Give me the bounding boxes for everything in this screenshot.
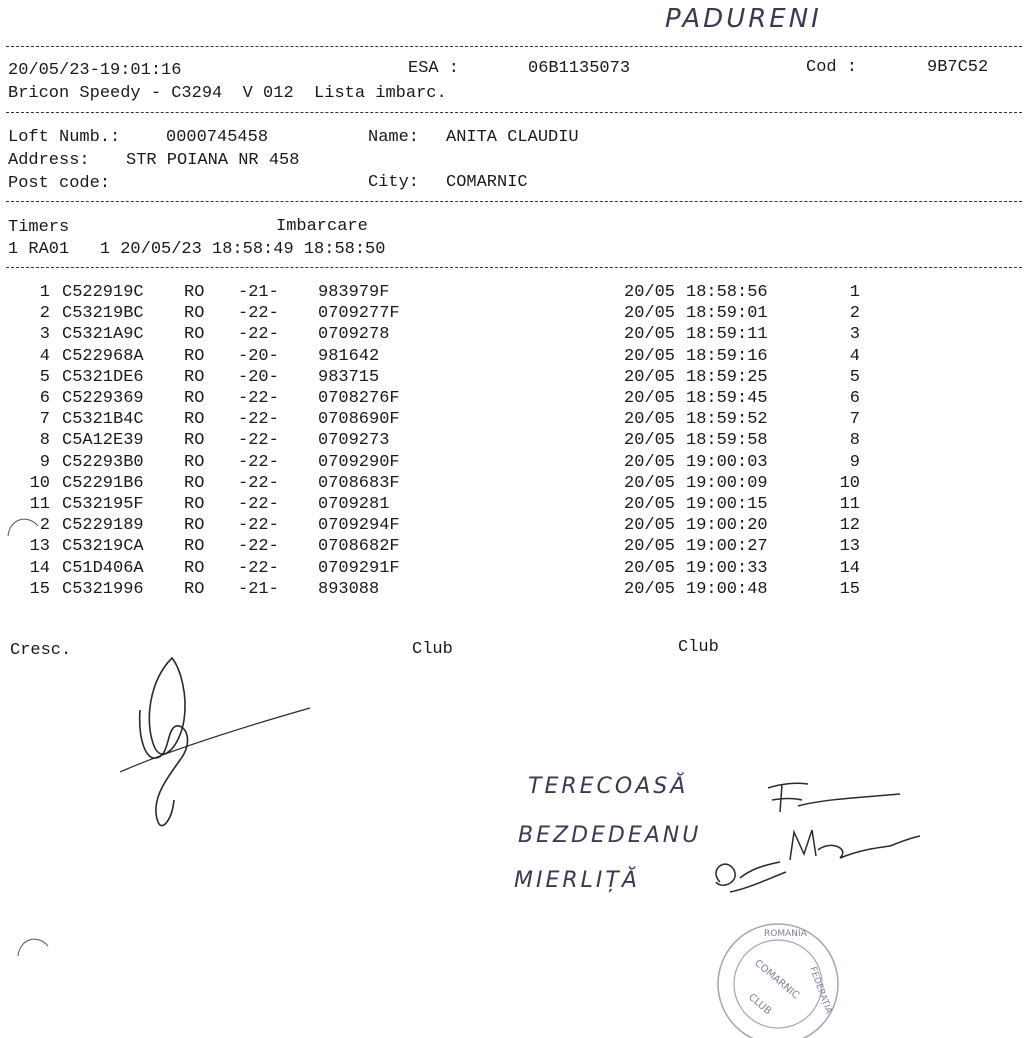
arrival-cell-ring: 983979F <box>318 283 390 302</box>
timer-line: 1 RA01 1 20/05/23 18:58:49 18:58:50 <box>8 240 386 259</box>
arrival-cell-year: -22- <box>238 389 279 408</box>
arrival-cell-chip: C532195F <box>62 495 144 514</box>
club-label-2: Club <box>678 638 719 657</box>
arrival-cell-pos: 2 <box>849 304 860 324</box>
arrival-cell-date: 20/05 <box>624 304 676 324</box>
arrival-cell-chip: C5321B4C <box>62 410 144 430</box>
arrival-cell-time: 18:59:16 <box>686 346 768 366</box>
arrival-cell-pos: 11 <box>839 495 860 514</box>
arrival-cell-ring: 0709294F <box>318 516 400 536</box>
report-datetime: 20/05/23-19:01:16 <box>8 61 182 80</box>
arrival-cell-date: 20/05 <box>624 367 676 387</box>
arrival-cell-date: 20/05 <box>624 579 676 599</box>
arrival-cell-chip: C53219CA <box>62 537 144 557</box>
cod-value: 9B7C52 <box>927 58 989 77</box>
arrival-cell-pos: 10 <box>839 473 860 493</box>
handwritten-name-3: MIERLIȚĂ <box>514 868 640 893</box>
loft-number: 0000745458 <box>166 128 269 147</box>
punch-hole-mark <box>14 930 54 960</box>
separator <box>6 267 1022 268</box>
arrival-cell-pos: 12 <box>839 516 860 536</box>
arrival-cell-time: 18:59:52 <box>686 410 768 430</box>
arrival-cell-ring: 0708276F <box>318 389 400 408</box>
arrival-cell-n: 3 <box>39 325 50 345</box>
arrival-cell-date: 20/05 <box>624 325 676 345</box>
arrival-cell-n: 2 <box>39 516 50 536</box>
handwritten-title: PADURENI <box>665 4 822 34</box>
arrival-cell-date: 20/05 <box>624 558 676 578</box>
arrival-cell-chip: C52293B0 <box>62 452 144 472</box>
arrival-cell-year: -22- <box>238 558 279 578</box>
arrival-cell-country: RO <box>184 283 205 302</box>
arrival-cell-country: RO <box>184 410 205 430</box>
arrival-cell-ring: 983715 <box>318 367 380 387</box>
arrival-cell-date: 20/05 <box>624 283 676 302</box>
cod-label: Cod : <box>806 58 858 77</box>
separator <box>6 112 1022 113</box>
arrival-cell-time: 18:59:45 <box>686 389 768 408</box>
handwritten-name-1: TERECOASĂ <box>528 774 689 799</box>
city-value: COMARNIC <box>446 173 528 192</box>
arrival-cell-ring: 0709291F <box>318 558 400 578</box>
arrival-cell-country: RO <box>184 579 205 599</box>
arrival-cell-pos: 6 <box>849 389 860 408</box>
arrival-cell-country: RO <box>184 431 205 451</box>
arrival-cell-country: RO <box>184 304 205 324</box>
arrival-cell-chip: C522968A <box>62 346 144 366</box>
arrival-cell-chip: C5229369 <box>62 389 144 408</box>
address-value: STR POIANA NR 458 <box>126 151 300 170</box>
arrival-cell-chip: C5321A9C <box>62 325 144 345</box>
signature-breeder <box>110 650 320 840</box>
arrival-cell-pos: 9 <box>849 452 860 472</box>
arrival-cell-year: -20- <box>238 346 279 366</box>
arrival-cell-pos: 7 <box>849 410 860 430</box>
stamp-text-comarnic: COMARNIC <box>752 957 802 1002</box>
arrival-cell-time: 18:58:56 <box>686 283 768 302</box>
arrival-cell-date: 20/05 <box>624 516 676 536</box>
owner-name: ANITA CLAUDIU <box>446 128 579 147</box>
arrival-cell-chip: C5A12E39 <box>62 431 144 451</box>
arrival-cell-country: RO <box>184 558 205 578</box>
arrival-cell-pos: 1 <box>849 283 860 302</box>
arrival-cell-chip: C53219BC <box>62 304 144 324</box>
arrival-cell-pos: 14 <box>839 558 860 578</box>
arrival-cell-n: 15 <box>29 579 50 599</box>
arrival-cell-country: RO <box>184 346 205 366</box>
esa-value: 06B1135073 <box>528 59 631 78</box>
arrival-cell-year: -22- <box>238 431 279 451</box>
arrival-cell-pos: 4 <box>849 346 860 366</box>
timers-heading: Timers <box>8 218 70 237</box>
arrival-cell-country: RO <box>184 516 205 536</box>
arrival-cell-time: 18:59:01 <box>686 304 768 324</box>
arrival-cell-ring: 0708683F <box>318 473 400 493</box>
arrival-cell-pos: 3 <box>849 325 860 345</box>
arrival-cell-time: 19:00:03 <box>686 452 768 472</box>
arrival-cell-country: RO <box>184 452 205 472</box>
arrival-cell-ring: 0709277F <box>318 304 400 324</box>
arrival-cell-ring: 0709281 <box>318 495 390 514</box>
arrival-cell-country: RO <box>184 367 205 387</box>
separator <box>6 46 1022 47</box>
arrival-cell-date: 20/05 <box>624 495 676 514</box>
signature-committee <box>700 770 930 910</box>
cresc-label: Cresc. <box>10 641 72 660</box>
arrival-cell-year: -22- <box>238 537 279 557</box>
arrival-cell-year: -22- <box>238 325 279 345</box>
arrival-cell-time: 19:00:33 <box>686 558 768 578</box>
arrival-cell-ring: 0708682F <box>318 537 400 557</box>
arrival-cell-chip: C52291B6 <box>62 473 144 493</box>
arrival-cell-ring: 0709273 <box>318 431 390 451</box>
arrival-cell-chip: C522919C <box>62 283 144 302</box>
arrival-cell-time: 18:59:25 <box>686 367 768 387</box>
arrival-cell-n: 5 <box>39 367 50 387</box>
arrival-cell-chip: C5321996 <box>62 579 144 599</box>
imbarcare-heading: Imbarcare <box>276 217 368 236</box>
arrival-cell-date: 20/05 <box>624 389 676 408</box>
arrival-cell-n: 1 <box>39 283 50 302</box>
arrival-cell-pos: 13 <box>839 537 860 557</box>
arrival-cell-time: 18:59:58 <box>686 431 768 451</box>
arrival-cell-country: RO <box>184 389 205 408</box>
arrival-cell-n: 7 <box>39 410 50 430</box>
arrival-cell-n: 4 <box>39 346 50 366</box>
postcode-label: Post code: <box>8 174 111 193</box>
arrival-cell-country: RO <box>184 325 205 345</box>
arrival-cell-chip: C5321DE6 <box>62 367 144 387</box>
arrival-cell-time: 19:00:48 <box>686 579 768 599</box>
arrival-cell-year: -20- <box>238 367 279 387</box>
arrival-cell-pos: 15 <box>839 579 860 599</box>
arrival-cell-n: 14 <box>29 558 50 578</box>
arrival-cell-year: -22- <box>238 495 279 514</box>
arrival-cell-chip: C5229189 <box>62 516 144 536</box>
arrival-cell-year: -22- <box>238 473 279 493</box>
arrival-cell-n: 9 <box>39 452 50 472</box>
arrival-cell-year: -21- <box>238 283 279 302</box>
loft-label: Loft Numb.: <box>8 128 121 147</box>
name-label: Name: <box>368 128 420 147</box>
stamp-text-romania: ROMANIA <box>764 929 807 939</box>
arrival-cell-year: -22- <box>238 452 279 472</box>
arrival-cell-date: 20/05 <box>624 537 676 557</box>
arrival-cell-ring: 981642 <box>318 346 380 366</box>
club-label-1: Club <box>412 640 453 659</box>
arrival-cell-ring: 0709290F <box>318 452 400 472</box>
arrival-cell-chip: C51D406A <box>62 558 144 578</box>
arrival-cell-date: 20/05 <box>624 410 676 430</box>
arrival-cell-n: 13 <box>29 537 50 557</box>
arrival-cell-year: -22- <box>238 410 279 430</box>
arrival-cell-n: 11 <box>29 495 50 514</box>
stamp-text-federatia: FEDERAȚIA <box>807 965 834 1016</box>
arrival-cell-year: -22- <box>238 516 279 536</box>
arrival-cell-date: 20/05 <box>624 346 676 366</box>
arrival-cell-time: 19:00:15 <box>686 495 768 514</box>
handwritten-name-2: BEZDEDEANU <box>518 823 702 848</box>
arrival-cell-time: 19:00:20 <box>686 516 768 536</box>
arrival-cell-n: 6 <box>39 389 50 408</box>
esa-label: ESA : <box>408 59 460 78</box>
arrival-cell-time: 19:00:09 <box>686 473 768 493</box>
arrival-cell-ring: 0709278 <box>318 325 390 345</box>
arrival-cell-country: RO <box>184 495 205 514</box>
arrival-cell-year: -21- <box>238 579 279 599</box>
arrival-cell-time: 18:59:11 <box>686 325 768 345</box>
punch-hole-mark <box>4 510 44 540</box>
stamp-text-club: CLUB <box>746 991 774 1018</box>
separator <box>6 201 1022 202</box>
arrival-cell-country: RO <box>184 537 205 557</box>
arrival-cell-ring: 0708690F <box>318 410 400 430</box>
arrival-cell-country: RO <box>184 473 205 493</box>
arrival-cell-time: 19:00:27 <box>686 537 768 557</box>
arrival-cell-date: 20/05 <box>624 431 676 451</box>
arrival-cell-year: -22- <box>238 304 279 324</box>
arrival-cell-pos: 5 <box>849 367 860 387</box>
city-label: City: <box>368 173 420 192</box>
arrival-cell-n: 10 <box>29 473 50 493</box>
arrival-cell-n: 2 <box>39 304 50 324</box>
arrival-cell-ring: 893088 <box>318 579 380 599</box>
arrival-cell-pos: 8 <box>849 431 860 451</box>
club-stamp <box>706 918 846 1038</box>
arrival-cell-date: 20/05 <box>624 452 676 472</box>
arrival-cell-date: 20/05 <box>624 473 676 493</box>
arrival-cell-n: 8 <box>39 431 50 451</box>
address-label: Address: <box>8 151 90 170</box>
device-line: Bricon Speedy - C3294 V 012 Lista imbarc. <box>8 84 447 103</box>
